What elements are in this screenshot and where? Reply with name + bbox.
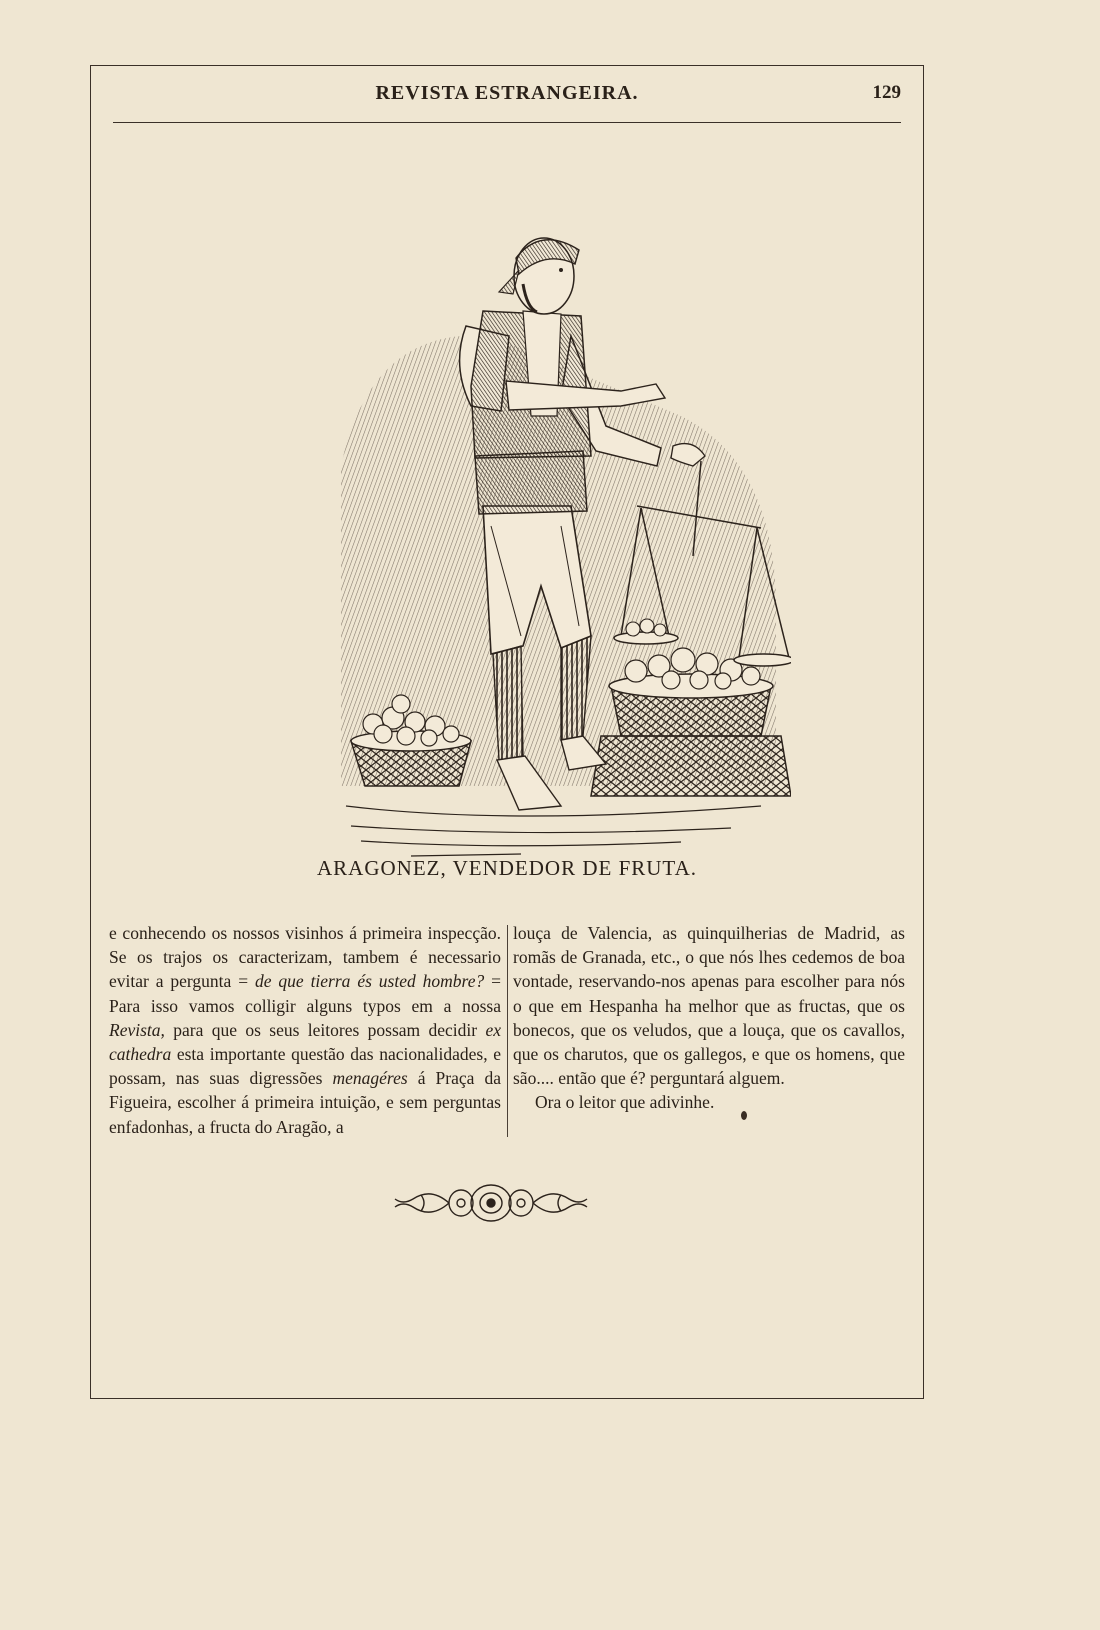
left-paragraph xyxy=(109,921,501,1139)
text-run: = Para isso vamos colligir alguns typos em a nossa xyxy=(109,971,501,1016)
page-frame xyxy=(90,65,924,1399)
right-column xyxy=(513,921,905,1115)
column-divider xyxy=(507,925,508,1137)
ink-spot xyxy=(741,1111,747,1120)
left-column xyxy=(109,921,501,1139)
italic-phrase: de que tierra és usted hombre? xyxy=(254,971,485,992)
right-paragraph: louça de Valencia, as quinquilherias de Madrid, as romãs de Granada, etc., o que nós lhes cedemos de boa vontade, reservando-nos apenas para escolher para nós o que em Hespanha ha melhor que as fructas, que os bonecos, que os veludos, que a louça, que os cavallos, que os charutos, que os gallegos, e que os homens, que são.... então que é? perguntará alguem. xyxy=(513,923,905,1089)
italic-phrase: ex cathedra xyxy=(109,1019,501,1065)
text-run: para que os seus leitores possam decidir xyxy=(164,1019,486,1040)
text-run: e conhecendo os nossos visinhos á primeira inspecção. Se os trajos os caracterizam, tambem é necessario evitar a pergunta = xyxy=(109,923,501,992)
running-title: REVISTA ESTRANGEIRA. xyxy=(375,82,639,104)
text-run: esta importante questão das nacionalidades, e possam, nas suas digressões xyxy=(109,1044,501,1089)
text-run: á Praça da Figueira, escolher á primeira intuição, e sem perguntas enfadonhas, a fructa do Aragão, a xyxy=(109,1068,501,1137)
fruit-vendor-engraving-icon xyxy=(261,166,791,886)
text-columns xyxy=(109,921,905,1151)
header-rule xyxy=(113,122,901,123)
right-paragraph-closing: Ora o leitor que adivinhe. xyxy=(535,1092,715,1113)
italic-phrase: Revista, xyxy=(109,1019,165,1040)
page-number: 129 xyxy=(872,82,901,103)
fleuron-ornament-icon xyxy=(391,1181,591,1225)
page-header xyxy=(91,78,923,108)
illustration-caption: ARAGONEZ, VENDEDOR DE FRUTA. xyxy=(316,856,697,880)
italic-phrase: menagéres xyxy=(332,1068,408,1089)
